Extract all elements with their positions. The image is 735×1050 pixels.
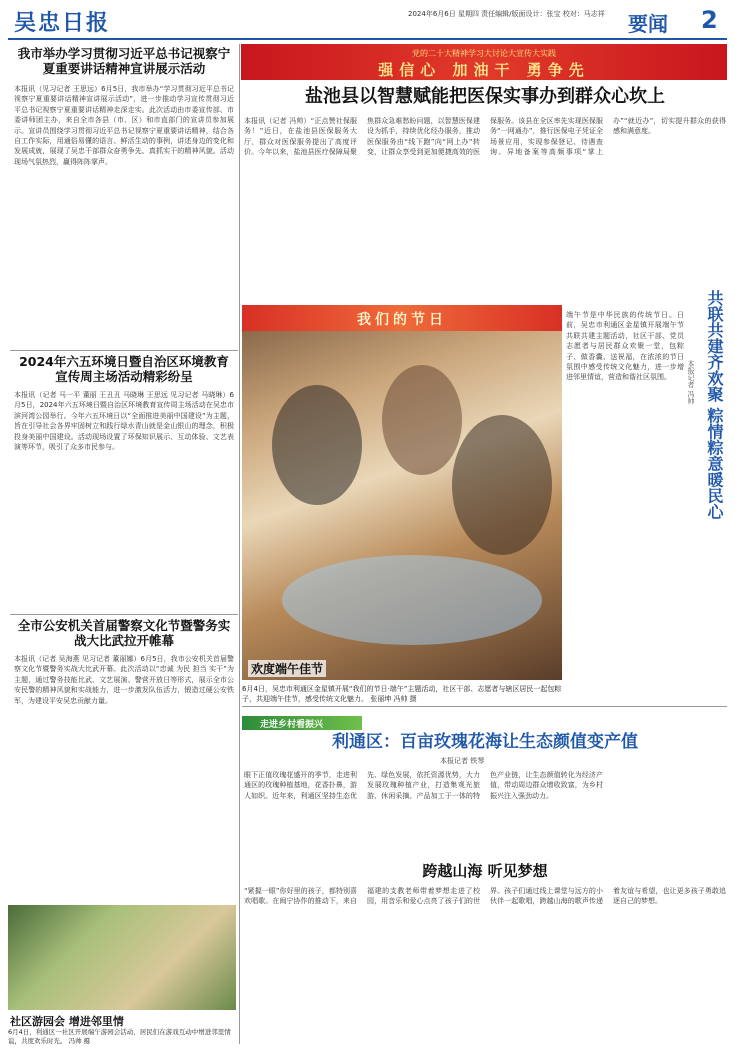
page-number: 2	[701, 6, 718, 34]
photo-title: 欢度端午佳节	[248, 660, 326, 677]
headline-a1: 我市举办学习贯彻习近平总书记视察宁夏重要讲话精神宣讲展示活动	[17, 46, 231, 76]
divider	[242, 706, 727, 707]
theme-banner	[241, 44, 727, 80]
photo-figure	[272, 385, 362, 505]
community-photo-title: 社区游园会 增进邻里情	[10, 1015, 124, 1028]
byline-a5: 本报记者 铁琴	[440, 757, 485, 765]
article-body-a7: 端午节是中华民族的传统节日。日前，吴忠市利通区金星镇开展端午节共联共建主题活动，社区干部、党员志愿者与居民群众欢聚一堂，包粽子、做香囊、送祝福，在浓浓的节日氛围中感受传统文化魅力，进一步增进邻里情谊，营造和谐社区氛围。	[566, 311, 684, 382]
photo-figure	[382, 365, 462, 475]
photo-caption: 6月4日，吴忠市利通区金星镇开展“我们的节日·端午”主题活动，社区干部、志愿者与辖区居民一起包粽子，共迎端午佳节，感受传统文化魅力。 张丽坤 冯帅 摄	[242, 685, 562, 703]
headline-a5: 利通区：百亩玫瑰花海让生态颜值变产值	[332, 732, 638, 752]
divider	[10, 350, 238, 351]
photo-table	[282, 555, 542, 645]
article-body-a6: “紧握一眼”你好里的孩子，都特别喜欢唱歌。在闽宁协作的推动下，来自福建的支教老师带着梦想走进了校园，用音乐和爱心点亮了孩子们的世界。孩子们通过线上课堂与远方的小伙伴一起歌唱，跨越山海的歌声传递着友谊与希望，也让更多孩子勇敢追逐自己的梦想。	[244, 887, 726, 906]
banner-slogan: 强信心 加油干 勇争先	[378, 61, 590, 79]
vertical-headline: 共联共建齐欢聚 粽情粽意暖民心	[705, 290, 724, 520]
newspaper-logo: 吴忠日报	[14, 10, 111, 36]
photo-banner	[242, 305, 562, 331]
community-photo	[8, 905, 236, 1010]
vertical-byline: 本报记者 冯帅	[687, 360, 695, 405]
photo-figure	[452, 415, 552, 555]
festival-photo	[242, 305, 562, 680]
headline-a2: 盐池县以智慧赋能把医保实事办到群众心坎上	[305, 86, 665, 107]
photo-banner-text: 我们的节日	[357, 312, 447, 328]
article-body-a1: 本报讯（见习记者 王思远）6月5日，我市举办“学习贯彻习近平总书记视察宁夏重要讲话精神宣讲展示活动”，进一步推动学习宣传贯彻习近平总书记视察宁夏重要讲话精神走深走实。此次活动由市委宣传部、市委讲师团主办，来自全市各县（市、区）和市直部门的宣讲员参加展示。宣讲员围绕学习贯彻习近平总书记视察宁夏重要讲话精神，结合各自工作实际，用通俗易懂的语言、鲜活生动的事例，讲述身边的变化和发展成就，展现了吴忠干部群众奋勇争先、真抓实干的精神风貌。活动现场气氛热烈，赢得阵阵掌声。	[14, 85, 234, 166]
section-strip	[242, 716, 362, 730]
section-strip-text: 走进乡村看振兴	[260, 720, 324, 730]
article-body-a2: 本报讯（记者 冯帅）“正点赞社保服务！”近日，在盐池县医保服务大厅，群众对医保服务提出了高度评价。今年以来，盐池县医疗保障局聚焦群众急难愁盼问题，以智慧医保建设为抓手，持续优化经办服务，推动医保服务由“线下跑”向“网上办”转变，让群众享受到更加便捷高效的医保服务。该县在全区率先实现医保服务“一网通办”，推行医保电子凭证全场景应用，实现参保登记、待遇查询、异地备案等高频事项“掌上办”“就近办”，切实提升群众的获得感和满意度。	[244, 117, 726, 157]
article-body-a3: 本报讯（记者 马一平 董丽 王丑丑 马晓琳 王思远 见习记者 马晓琳）6月5日，2024年六五环境日暨自治区环境教育宣传周主场活动在吴忠市滨河湾公园举行。今年六五环境日以“全面推进美丽中国建设”为主题，旨在引导社会各界牢固树立和践行绿水青山就是金山银山的理念，积极投身美丽中国建设。活动现场设置了环保知识展示、互动体验、文艺表演等环节，吸引了众多市民参与。	[14, 391, 234, 452]
headline-a6: 跨越山海 听见梦想	[422, 862, 548, 880]
divider	[10, 614, 238, 615]
dateline: 2024年6月6日 星期四 责任编辑/版面设计：张宝 校对：马志祥	[408, 10, 605, 18]
community-photo-caption: 6月4日，利通区一社区开展端午游园会活动，居民们在游戏互动中增进邻里情谊，共度欢乐时光。 冯帅 摄	[8, 1028, 231, 1045]
article-body-a5: 眼下正值玫瑰花盛开的季节，走进利通区的玫瑰种植基地，花香扑鼻，游人如织。近年来，利通区坚持生态优先、绿色发展，依托资源优势，大力发展玫瑰种植产业，打造集观光旅游、休闲采摘、产品加工于一体的特色产业链，让生态颜值转化为经济产值，带动周边群众增收致富，为乡村振兴注入强劲动力。	[244, 771, 603, 800]
headline-a4: 全市公安机关首届警察文化节暨警务实战大比武拉开帷幕	[17, 618, 231, 648]
article-body-a4: 本报讯（记者 吴海燕 见习记者 董丽娜）6月5日，我市公安机关首届警察文化节暨警务实战大比武开幕。此次活动以“忠诚 为民 担当 实干”为主题，通过警务技能比武、文艺展演、警营开放日等形式，展示全市公安民警的精神风貌和实战能力，进一步激发队伍活力，锻造过硬公安铁军，为建设平安吴忠贡献力量。	[14, 655, 234, 705]
masthead	[8, 6, 727, 40]
banner-top-line: 党的二十大精神学习大讨论大宣传大实践	[412, 49, 556, 58]
headline-a3: 2024年六五环境日暨自治区环境教育宣传周主场活动精彩纷呈	[19, 354, 229, 384]
section-title: 要闻	[628, 12, 668, 36]
column-divider	[239, 44, 240, 1044]
